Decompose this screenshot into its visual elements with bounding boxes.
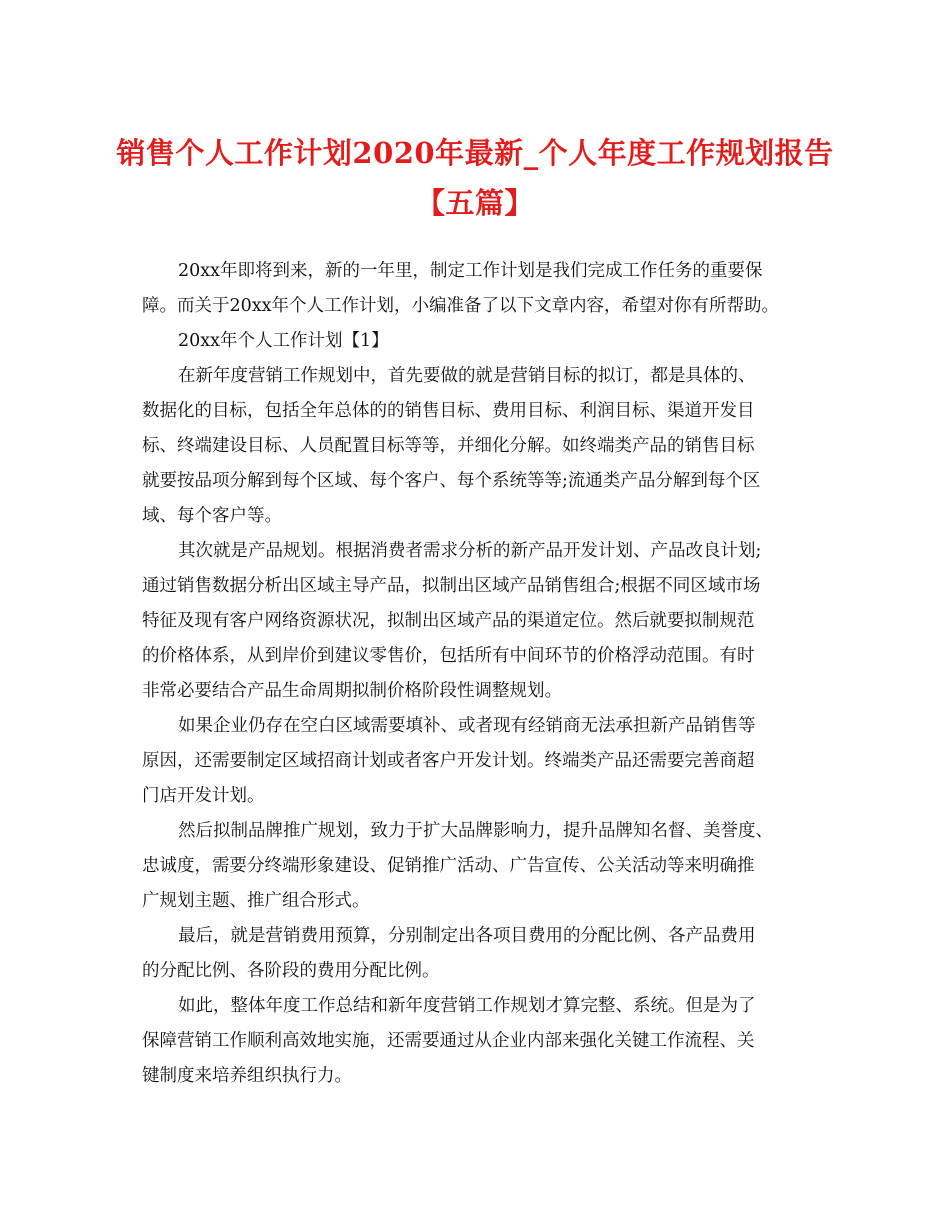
- text-line: 如此，整体年度工作总结和新年度营销工作规划才算完整、系统。但是为了: [178, 996, 756, 1016]
- paragraph-conclusion: [142, 989, 814, 1094]
- paragraph-product-planning: [142, 534, 814, 709]
- title-line-1: 销售个人工作计划2020年最新_个人年度工作规划报告: [116, 136, 834, 170]
- document-body: [142, 254, 814, 1094]
- text-line: 其次就是产品规划。根据消费者需求分析的新产品开发计划、产品改良计划;: [178, 541, 762, 561]
- text-line: 键制度来培养组织执行力。: [142, 1066, 352, 1086]
- paragraph-budget: [142, 919, 814, 989]
- text-line: 如果企业仍存在空白区域需要填补、或者现有经销商无法承担新产品销售等: [178, 716, 756, 736]
- text-line: 广规划主题、推广组合形式。: [142, 891, 370, 911]
- text-line: 障。而关于20xx年个人工作计划，小编准备了以下文章内容，希望对你有所帮助。: [142, 296, 780, 316]
- text-line: 门店开发计划。: [142, 786, 265, 806]
- text-line: 非常必要结合产品生命周期拟制价格阶段性调整规划。: [142, 681, 562, 701]
- text-line: 在新年度营销工作规划中，首先要做的就是营销目标的拟订，都是具体的、: [178, 366, 756, 386]
- text-line: 的价格体系，从到岸价到建议零售价，包括所有中间环节的价格浮动范围。有时: [142, 646, 755, 666]
- text-line: 20xx年个人工作计划【1】: [178, 331, 389, 351]
- text-line: 原因，还需要制定区域招商计划或者客户开发计划。终端类产品还需要完善商超: [142, 751, 755, 771]
- section-heading: [142, 324, 814, 359]
- text-line: 标、终端建设目标、人员配置目标等等，并细化分解。如终端类产品的销售目标: [142, 436, 755, 456]
- text-line: 20xx年即将到来，新的一年里，制定工作计划是我们完成工作任务的重要保: [178, 261, 763, 281]
- text-line: 通过销售数据分析出区域主导产品，拟制出区域产品销售组合;根据不同区域市场: [142, 576, 761, 596]
- text-line: 域、每个客户等。: [142, 506, 282, 526]
- text-line: 数据化的目标，包括全年总体的的销售目标、费用目标、利润目标、渠道开发目: [142, 401, 755, 421]
- text-line: 保障营销工作顺利高效地实施，还需要通过从企业内部来强化关键工作流程、关: [142, 1031, 755, 1051]
- document-title: [80, 128, 870, 228]
- text-line: 忠诚度，需要分终端形象建设、促销推广活动、广告宣传、公关活动等来明确推: [142, 856, 755, 876]
- text-line: 就要按品项分解到每个区域、每个客户、每个系统等等;流通类产品分解到每个区: [142, 471, 761, 491]
- paragraph-regional-recruitment: [142, 709, 814, 814]
- title-line-2: 【五篇】: [415, 186, 534, 220]
- paragraph-intro: [142, 254, 814, 324]
- paragraph-brand-promotion: [142, 814, 814, 919]
- text-line: 的分配比例、各阶段的费用分配比例。: [142, 961, 440, 981]
- text-line: 特征及现有客户网络资源状况，拟制出区域产品的渠道定位。然后就要拟制规范: [142, 611, 755, 631]
- paragraph-sales-targets: [142, 359, 814, 534]
- text-line: 然后拟制品牌推广规划，致力于扩大品牌影响力，提升品牌知名督、美誉度、: [178, 821, 773, 841]
- text-line: 最后，就是营销费用预算，分别制定出各项目费用的分配比例、各产品费用: [178, 926, 756, 946]
